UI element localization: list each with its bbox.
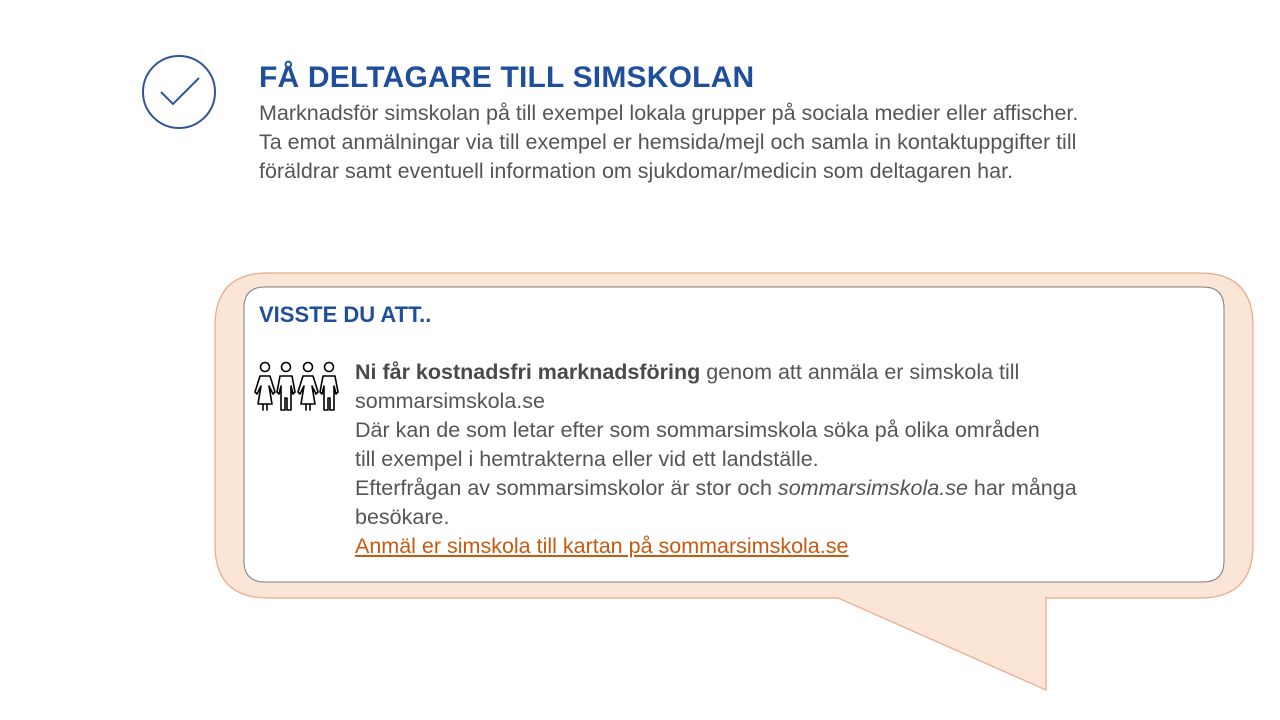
- register-map-link[interactable]: Anmäl er simskola till kartan på sommarsimskola.se: [355, 534, 849, 558]
- callout-line: Där kan de som letar efter som sommarsimskola söka på olika områden: [355, 418, 1040, 442]
- callout-line: [355, 474, 1185, 503]
- italic-text: sommarsimskola.se: [777, 476, 968, 500]
- callout-text: genom att anmäla er simskola till: [700, 360, 1020, 384]
- intro-line: föräldrar samt eventuell information om sjukdomar/medicin som deltagaren har.: [259, 159, 1014, 183]
- callout-text: Efterfrågan av sommarsimskolor är stor och: [355, 476, 778, 500]
- callout-title: VISSTE DU ATT..: [259, 302, 432, 327]
- callout-line: [355, 532, 1185, 561]
- page-title: FÅ DELTAGARE TILL SIMSKOLAN: [259, 61, 755, 94]
- bold-text: Ni får kostnadsfri marknadsföring: [355, 360, 701, 384]
- callout-line: besökare.: [355, 505, 450, 529]
- callout-text: har många: [967, 476, 1077, 500]
- callout-line: till exempel i hemtrakterna eller vid ett landställe.: [355, 447, 819, 471]
- group-of-children-icon: [253, 360, 343, 412]
- intro-line: Marknadsför simskolan på till exempel lokala grupper på sociala medier eller affischer.: [259, 101, 1079, 125]
- callout-body: [355, 358, 1185, 561]
- intro-line: Ta emot anmälningar via till exempel er hemsida/mejl och samla in kontaktuppgifter till: [259, 130, 1077, 154]
- callout-line: [355, 358, 1185, 387]
- callout-line: sommarsimskola.se: [355, 389, 545, 413]
